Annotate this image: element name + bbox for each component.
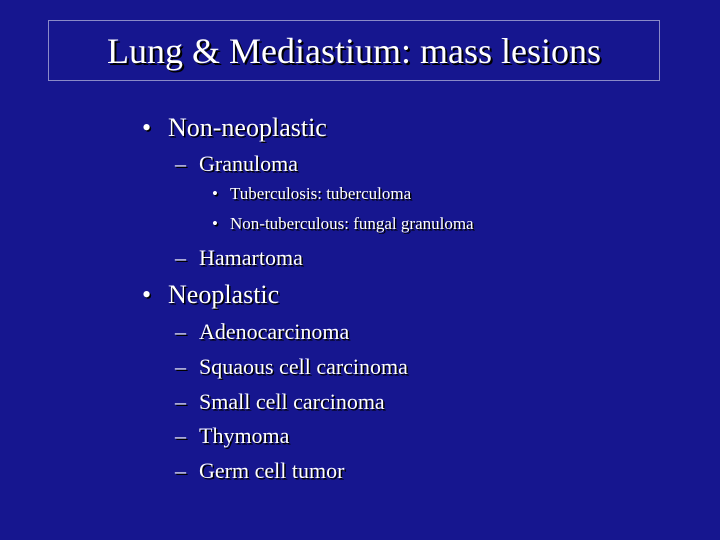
list-item-adenocarcinoma (175, 319, 349, 345)
list-item-neoplastic (142, 280, 279, 310)
list-item-small-cell-carcinoma (175, 389, 385, 415)
list-item-label: Hamartoma (199, 245, 303, 270)
bullet-marker: • (212, 184, 218, 203)
list-item-label: Neoplastic (168, 280, 280, 309)
dash-marker: – (175, 458, 186, 483)
title-box (48, 20, 660, 81)
dash-marker: – (175, 151, 186, 176)
list-item-label: Non-neoplastic (168, 113, 327, 142)
list-item-label: Non-tuberculous: fungal granuloma (230, 214, 474, 233)
list-item-label: Squaous cell carcinoma (199, 354, 408, 379)
dash-marker: – (175, 319, 186, 344)
slide-title: Lung & Mediastium: mass lesions (107, 30, 601, 71)
list-item-label: Adenocarcinoma (199, 319, 350, 344)
dash-marker: – (175, 389, 186, 414)
dash-marker: – (175, 354, 186, 379)
list-item-label: Small cell carcinoma (199, 389, 385, 414)
list-item-hamartoma (175, 245, 303, 271)
dash-marker: – (175, 423, 186, 448)
dash-marker: – (175, 245, 186, 270)
list-item-label: Thymoma (199, 423, 290, 448)
list-item-label: Germ cell tumor (199, 458, 345, 483)
list-item-label: Tuberculosis: tuberculoma (230, 184, 412, 203)
list-item-non-neoplastic (142, 113, 327, 143)
list-item-squaous-cell-carcinoma (175, 354, 408, 380)
list-item-tuberculosis (212, 184, 411, 204)
list-item-granuloma (175, 151, 298, 177)
bullet-marker: • (212, 214, 218, 233)
bullet-marker: • (142, 113, 152, 142)
list-item-label: Granuloma (199, 151, 298, 176)
list-item-germ-cell-tumor (175, 458, 344, 484)
list-item-thymoma (175, 423, 289, 449)
list-item-non-tuberculous (212, 214, 474, 234)
bullet-marker: • (142, 280, 152, 309)
